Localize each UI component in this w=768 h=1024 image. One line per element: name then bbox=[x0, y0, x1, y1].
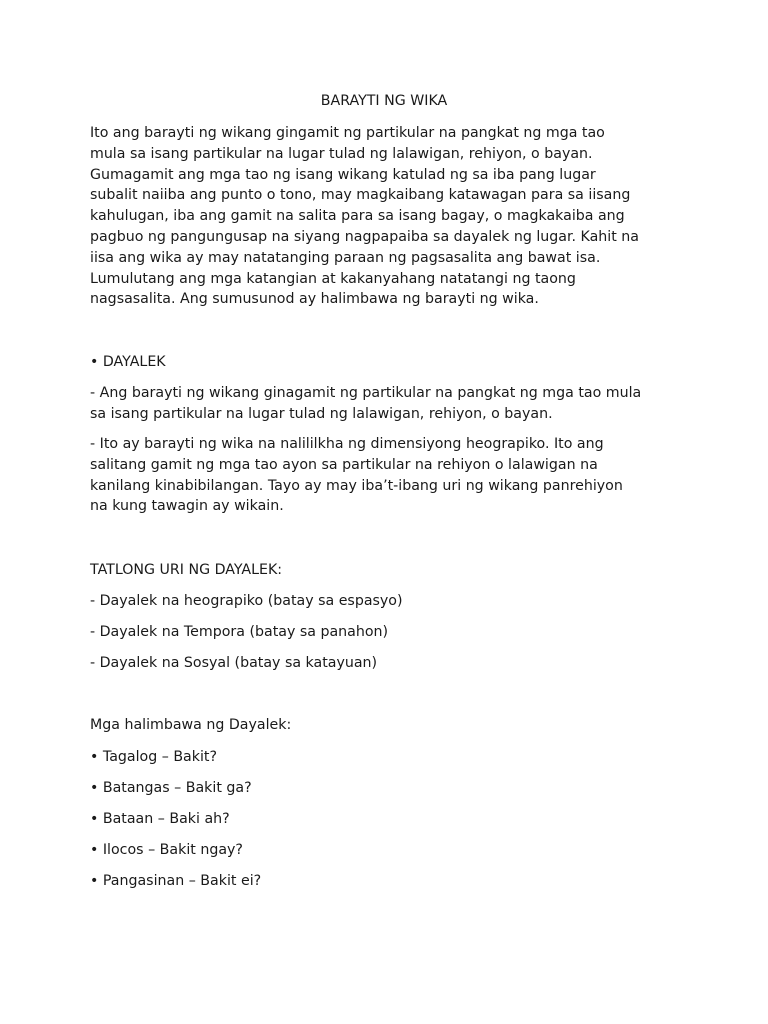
definition-line: na kung tawagin ay wikain. bbox=[90, 498, 284, 515]
intro-line: mula sa isang partikular na lugar tulad ng lalawigan, rehiyon, o bayan. bbox=[90, 145, 593, 162]
intro-paragraph bbox=[90, 123, 690, 310]
intro-line: iisa ang wika ay may natatanging paraan ng pagsasalita ang bawat isa. bbox=[90, 249, 601, 266]
example-item: • Ilocos – Bakit ngay? bbox=[90, 842, 243, 858]
definition-line: salitang gamit ng mga tao ayon sa partikular na rehiyon o lalawigan na bbox=[90, 456, 598, 473]
dayalek-definition-1 bbox=[90, 383, 690, 425]
dayalek-definition-2 bbox=[90, 434, 690, 517]
example-item: • Pangasinan – Bakit ei? bbox=[90, 873, 262, 889]
examples-heading: Mga halimbawa ng Dayalek: bbox=[90, 717, 292, 733]
definition-line: kanilang kinabibilangan. Tayo ay may iba’t-ibang uri ng wikang panrehiyon bbox=[90, 477, 623, 494]
definition-line: sa isang partikular na lugar tulad ng lalawigan, rehiyon, o bayan. bbox=[90, 405, 553, 422]
intro-line: Gumagamit ang mga tao ng isang wikang katulad ng sa iba pang lugar bbox=[90, 166, 596, 183]
intro-line: pagbuo ng pangungusap na siyang nagpapaiba sa dayalek ng lugar. Kahit na bbox=[90, 228, 639, 245]
intro-line: nagsasalita. Ang sumusunod ay halimbawa ng barayti ng wika. bbox=[90, 291, 539, 308]
example-item: • Tagalog – Bakit? bbox=[90, 749, 218, 765]
example-item: • Bataan – Baki ah? bbox=[90, 811, 230, 827]
intro-line: Ito ang barayti ng wikang gingamit ng partikular na pangkat ng mga tao bbox=[90, 125, 605, 141]
definition-line: - Ito ay barayti ng wika na nalililkha ng dimensiyong heograpiko. Ito ang bbox=[90, 436, 604, 452]
intro-line: Lumulutang ang mga katangian at kakanyahang natatangi ng taong bbox=[90, 270, 576, 287]
intro-line: kahulugan, iba ang gamit na salita para sa isang bagay, o magkakaiba ang bbox=[90, 208, 625, 225]
type-item: - Dayalek na Tempora (batay sa panahon) bbox=[90, 624, 389, 640]
document-title: BARAYTI NG WIKA bbox=[320, 93, 448, 109]
intro-line: subalit naiiba ang punto o tono, may magkaibang katawagan para sa iisang bbox=[90, 187, 631, 204]
definition-line: - Ang barayti ng wikang ginagamit ng partikular na pangkat ng mga tao mula bbox=[90, 385, 642, 401]
types-heading: TATLONG URI NG DAYALEK: bbox=[90, 562, 283, 578]
example-item: • Batangas – Bakit ga? bbox=[90, 780, 252, 796]
type-item: - Dayalek na Sosyal (batay sa katayuan) bbox=[90, 655, 378, 671]
dayalek-heading: • DAYALEK bbox=[90, 354, 166, 370]
type-item: - Dayalek na heograpiko (batay sa espasyo) bbox=[90, 593, 403, 609]
